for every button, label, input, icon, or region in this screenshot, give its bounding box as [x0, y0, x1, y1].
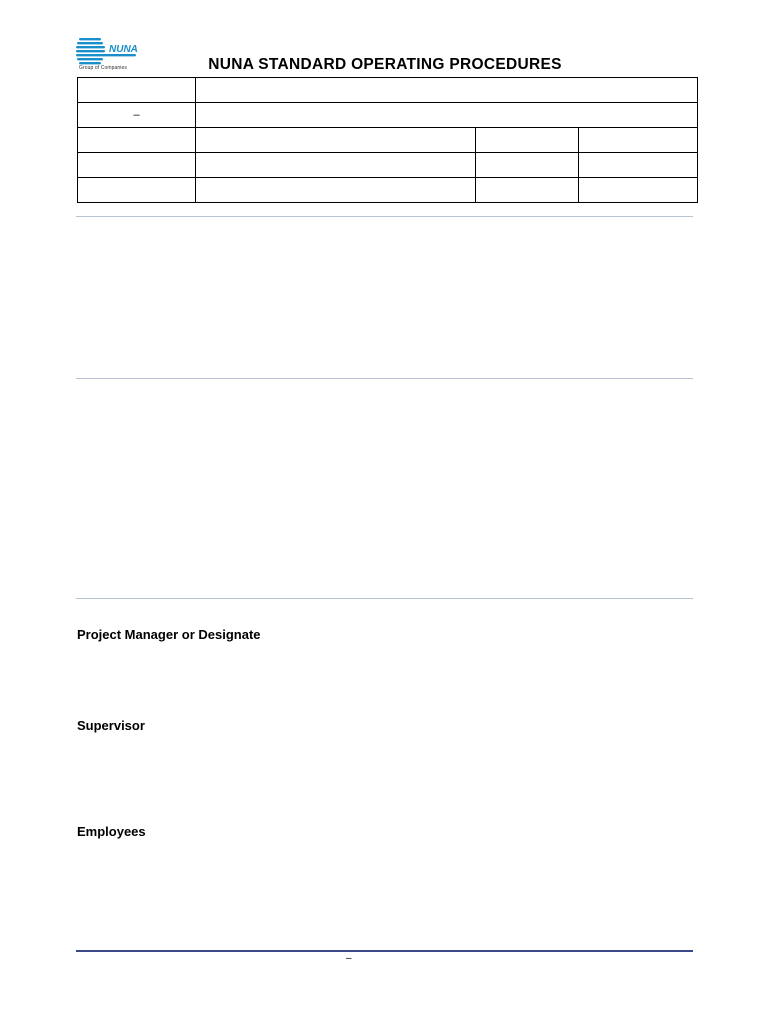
- table-cell: [196, 78, 698, 103]
- table-cell: [579, 153, 698, 178]
- footer-page-mark: –: [346, 953, 352, 964]
- logo-tagline: Group of Companies: [79, 65, 127, 71]
- table-cell: [196, 153, 476, 178]
- table-cell: [78, 78, 196, 103]
- section-divider: [76, 216, 693, 217]
- section-divider: [76, 598, 693, 599]
- table-cell: [579, 178, 698, 203]
- table-row: [78, 153, 698, 178]
- document-title: NUNA STANDARD OPERATING PROCEDURES: [208, 56, 562, 73]
- sop-info-table: [77, 77, 698, 203]
- role-heading-supervisor: Supervisor: [77, 718, 145, 733]
- table-cell: [196, 103, 698, 128]
- table-row: [78, 128, 698, 153]
- table-row: [78, 178, 698, 203]
- role-heading-employees: Employees: [77, 824, 146, 839]
- section-divider: [76, 378, 693, 379]
- table-cell: [196, 128, 476, 153]
- table-cell: [78, 178, 196, 203]
- table-cell: [579, 128, 698, 153]
- table-cell: [196, 178, 476, 203]
- table-cell: [476, 128, 579, 153]
- table-row: [78, 78, 698, 103]
- table-row: [78, 103, 698, 128]
- logo-wordmark: NUNA: [109, 44, 138, 55]
- role-heading-project-manager: Project Manager or Designate: [77, 627, 261, 642]
- table-cell: [476, 153, 579, 178]
- table-cell: [78, 153, 196, 178]
- table-cell: [78, 128, 196, 153]
- table-cell: –: [78, 103, 196, 128]
- footer-rule: [76, 950, 693, 952]
- table-cell: [476, 178, 579, 203]
